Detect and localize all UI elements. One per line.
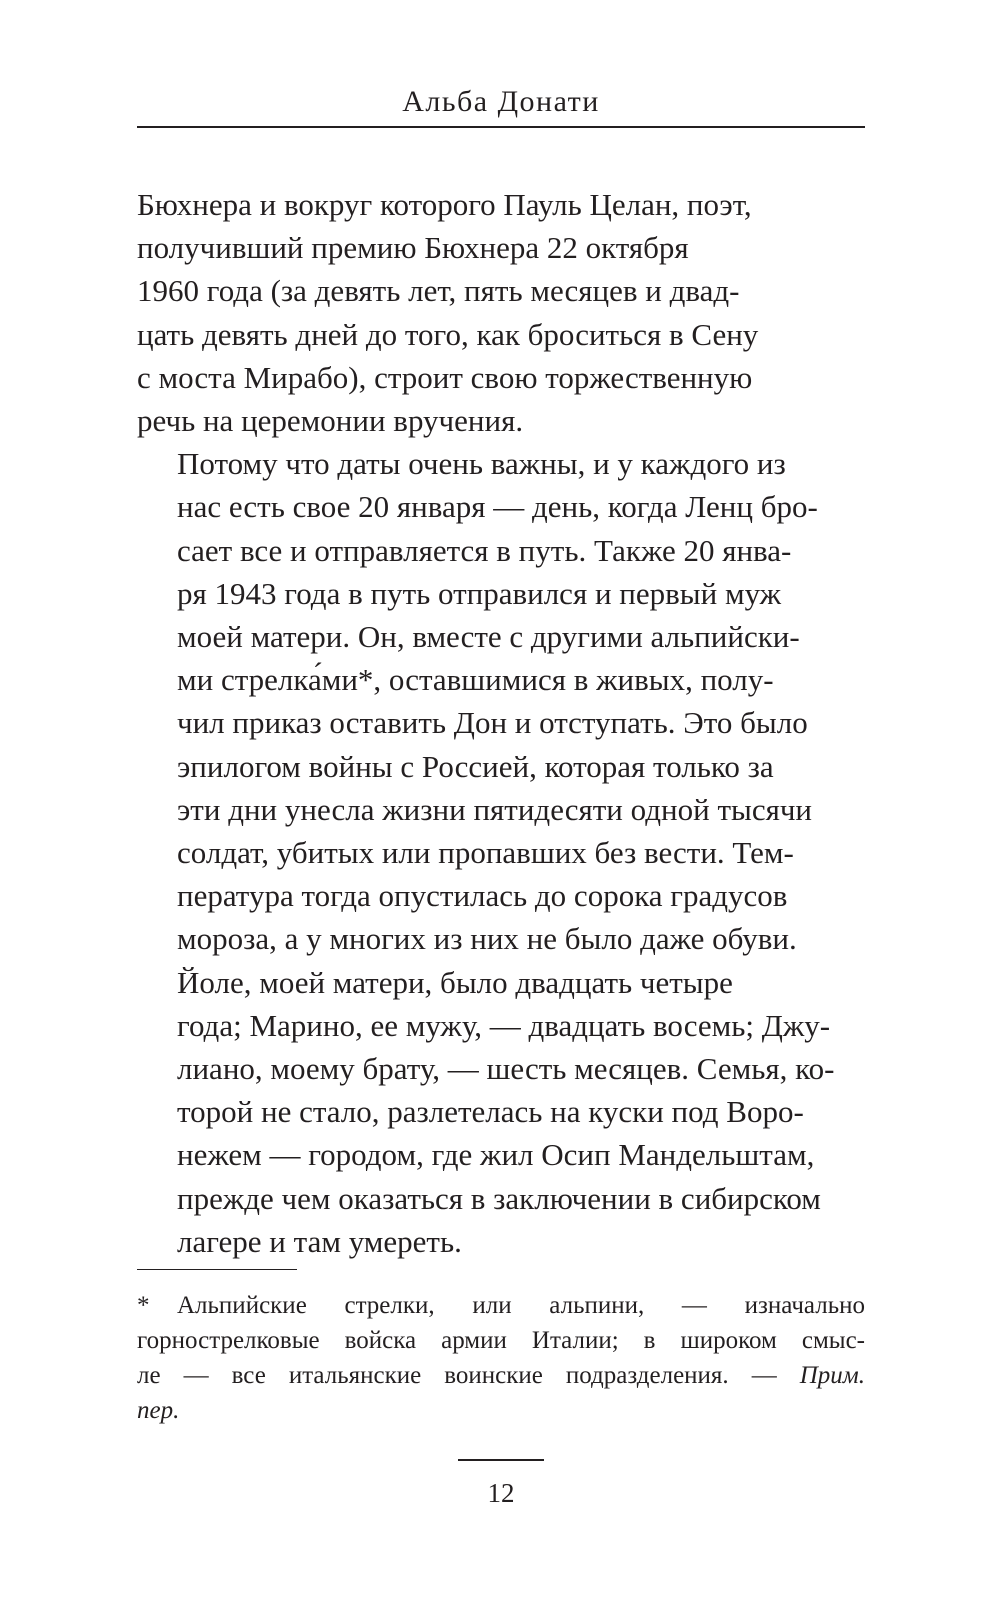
text-line: мороза, а у многих из них не было даже обуви.: [177, 921, 797, 957]
text-line: года; Марино, ее мужу, — двадцать восемь; Джу-: [177, 1007, 831, 1043]
text-line: 1960 года (за девять лет, пять месяцев и двад-: [137, 273, 740, 309]
text-line: лагере и там умереть.: [177, 1223, 462, 1259]
body-text: [137, 183, 865, 1263]
note-label: Прим.: [799, 1362, 865, 1389]
text-line: Йоле, моей матери, было двадцать четыре: [177, 964, 733, 1000]
paragraph-2: [137, 442, 865, 960]
text-line: эпилогом войны с Россией, которая только за: [177, 748, 774, 784]
text-line: прежде чем оказаться в заключении в сибирском: [177, 1180, 821, 1216]
text-line: солдат, убитых или пропавших без вести. Тем-: [177, 835, 794, 871]
footnote-line: горнострелковые войска армии Италии; в широком смыс-: [137, 1327, 865, 1354]
text-line: моей матери. Он, вместе с другими альпийски-: [177, 619, 800, 655]
text-line: Потому что даты очень важны, и у каждого из: [177, 446, 786, 482]
text-line: речь на церемонии вручения.: [137, 403, 524, 439]
footnote-text: ле — все итальянские воинские подразделения. —: [137, 1362, 777, 1389]
footnote-rule: [137, 1269, 297, 1270]
text-line: цать девять дней до того, как броситься в Сену: [137, 316, 759, 352]
text-line: сает все и отправляется в путь. Также 20 янва-: [177, 532, 792, 568]
text-line: Бюхнера и вокруг которого Пауль Целан, поэт,: [137, 187, 752, 222]
text-line: эти дни унесла жизни пятидесяти одной тысячи: [177, 791, 813, 827]
running-head: Альба Донати: [402, 85, 600, 118]
note-label: пер.: [137, 1397, 180, 1424]
text-line: с моста Мирабо), строит свою торжественную: [137, 359, 753, 395]
text-line: нас есть свое 20 января — день, когда Ленц бро-: [177, 489, 818, 525]
text-line: чил приказ оставить Дон и отступать. Это было: [177, 705, 808, 741]
paragraph-1: [137, 183, 865, 442]
paragraph-3: [137, 961, 865, 1263]
text-line: получивший премию Бюхнера 22 октября: [137, 230, 689, 266]
text-line: лиано, моему брату, — шесть месяцев. Семья, ко-: [177, 1051, 835, 1087]
text-line: ми стрелка́ми*, оставшимися в живых, полу-: [177, 662, 774, 698]
page-number-rule: [458, 1459, 544, 1461]
text-line: торой не стало, разлетелась на куски под Воро-: [177, 1094, 804, 1130]
page-number: 12: [487, 1478, 515, 1508]
footnote-line: [137, 1358, 865, 1393]
footnote-line: [137, 1288, 865, 1323]
text-line: пература тогда опустилась до сорока градусов: [177, 878, 788, 914]
footnote-text: Альпийские стрелки, или альпини, — изначально: [177, 1292, 865, 1319]
footnote-marker: *: [137, 1292, 150, 1319]
text-line: нежем — городом, где жил Осип Мандельштам,: [177, 1137, 815, 1173]
header-rule: [137, 126, 865, 128]
text-line: ря 1943 года в путь отправился и первый муж: [177, 575, 782, 611]
footnote: [137, 1288, 865, 1428]
